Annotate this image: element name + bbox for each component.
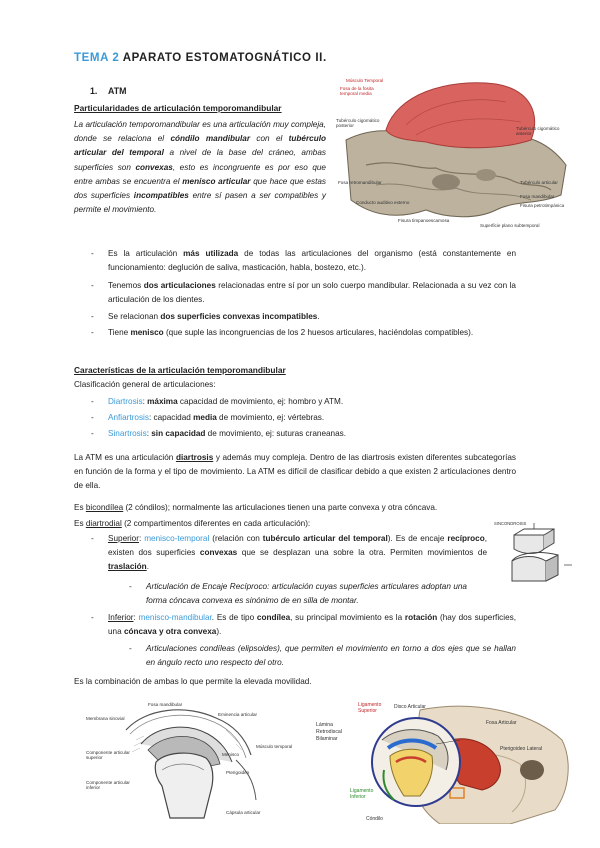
skull-illustration bbox=[300, 700, 572, 824]
list-item: - Tiene menisco (que suple las incongruencias de los 2 huesos articulares, haciéndolas compatibles). bbox=[91, 328, 474, 337]
text-segment: que se desplazan una sobre la otra. Permiten movimientos de bbox=[237, 548, 487, 558]
text-segment: Inferior bbox=[108, 613, 134, 622]
text-segment: (que suple las incongruencias de los 2 huesos articulares, haciéndolas compatibles). bbox=[163, 328, 474, 337]
text-segment: Se relacionan bbox=[108, 312, 161, 321]
skull-base-label: Tubérculo cigomático posterior bbox=[336, 118, 380, 128]
skull-base-label: Tubérculo cigomático anterior bbox=[516, 126, 560, 136]
saddle-joint-figure bbox=[494, 519, 572, 591]
text-segment: , su principal movimiento es la bbox=[290, 613, 405, 622]
text-segment: traslación bbox=[108, 562, 147, 572]
text-segment: que hace que estas dos superficies bbox=[74, 176, 326, 201]
text-segment: Superior bbox=[108, 534, 139, 543]
joint-label: Membrana sinovial bbox=[86, 716, 125, 721]
skull-base-figure bbox=[336, 70, 576, 240]
particularidades-heading: Particularidades de articulación temporomandibular bbox=[74, 103, 282, 113]
list-item: - Tenemos dos articulaciones relacionadas entre sí por un solo cuerpo mandibular. Relacionada a su vez con la articulación de los dientes. bbox=[91, 281, 516, 305]
text-segment: menisco articular bbox=[182, 176, 251, 186]
text-segment: máxima bbox=[147, 397, 178, 406]
skull-base-label: Fosa retromandibular bbox=[338, 180, 382, 185]
text-segment: de movimiento, ej: suturas craneanas. bbox=[205, 429, 347, 438]
skull-base-label: Fosa mandibular bbox=[520, 194, 555, 199]
list-item: - Anfiartrosis: capacidad media de movimiento, ej: vértebras. bbox=[91, 413, 325, 422]
atm-paragraph bbox=[74, 451, 516, 494]
superior-sub-text: Articulación de Encaje Recíproco: articulación cuyas superficies articulares adoptan una forma cóncava convexa es sinónimo de en silla de montar. bbox=[146, 582, 467, 606]
saddle-joint-diagram bbox=[494, 519, 572, 591]
text-segment: (2 compartimentos diferentes en cada articulación): bbox=[121, 519, 311, 528]
text-segment: Es bbox=[74, 519, 86, 528]
text-segment: : bbox=[133, 613, 139, 622]
text-segment: condílea bbox=[256, 613, 291, 622]
text-segment: (2 cóndilos); normalmente las articulaciones tienen una parte convexa y otra cóncava. bbox=[123, 503, 438, 512]
joint-label: Componente articular superior bbox=[86, 750, 130, 760]
list-item: - Superior: menisco-temporal (relación con tubérculo articular del temporal). Es de encaje recíproco, existen dos superficies convexas que se desplazan una sobre la otra. Permiten movimientos de traslación. bbox=[91, 534, 487, 572]
list-item: - Articulación de Encaje Recíproco: articulación cuyas superficies articulares adoptan una forma cóncava convexa es sinónimo de en silla de montar. bbox=[129, 580, 467, 610]
text-segment: menisco-mandibular bbox=[138, 613, 212, 622]
text-segment: : bbox=[146, 429, 152, 438]
text-segment: ). Es de encaje bbox=[387, 534, 448, 543]
text-segment: de todas las articulaciones del organismo (está constantemente en funcionamiento: deglución de saliva, masticación, habla, bostezo, etc.). bbox=[108, 249, 516, 273]
text-segment: Es la articulación bbox=[108, 249, 184, 258]
text-segment: media bbox=[193, 413, 217, 422]
text-segment: La articulación temporomandibular es una articulación muy compleja, donde se relaciona el bbox=[74, 120, 326, 144]
section-heading-atm bbox=[90, 86, 126, 96]
text-segment: . Es de tipo bbox=[211, 613, 257, 622]
skull-base-label: Fisura petrotimpánica bbox=[520, 203, 565, 208]
skull-base-label: Músculo Temporal bbox=[346, 78, 384, 83]
text-segment: incompatibles bbox=[133, 191, 189, 201]
skull-base-label: Fosa de la fosita temporal media bbox=[340, 86, 374, 96]
text-segment: diartrodial bbox=[85, 519, 122, 528]
text-segment: a nivel de la base del cráneo, ambas superficies son bbox=[74, 148, 326, 172]
text-segment: relacionadas entre sí por un solo cuerpo mandibular. Relacionada a su vez con la articulación de los dientes. bbox=[108, 281, 516, 305]
list-item: - Articulaciones condíleas (elipsoides), que permiten el movimiento en torno a dos ejes que se hallan en ángulo recto uno respecto del otro. bbox=[129, 642, 516, 672]
list-item: - Se relacionan dos superficies convexas incompatibles. bbox=[91, 312, 320, 321]
inferior-sub-text: Articulaciones condíleas (elipsoides), que permiten el movimiento en torno a dos ejes que se hallan en ángulo recto uno respecto del otro. bbox=[146, 644, 516, 668]
joint-label: Componente articular inferior bbox=[86, 780, 130, 790]
text-segment: : capacidad bbox=[148, 413, 194, 422]
text-segment: (hay dos superficies, una bbox=[108, 613, 516, 637]
text-segment: (relación con bbox=[209, 534, 263, 543]
list-item: - Diartrosis: máxima capacidad de movimiento, ej: hombro y ATM. bbox=[91, 397, 344, 406]
text-segment: tubérculo articular del temporal bbox=[262, 534, 388, 543]
section-number: 1. bbox=[90, 86, 98, 96]
text-segment: Sinartrosis bbox=[108, 429, 147, 438]
text-segment: diartrosis bbox=[175, 453, 214, 462]
joint-label: Menisco bbox=[222, 752, 240, 757]
text-segment: cóncava y otra convexa bbox=[123, 627, 217, 637]
title-rest: APARATO ESTOMATOGNÁTICO II. bbox=[119, 52, 327, 64]
joint-label: Eminencia articular bbox=[218, 712, 258, 717]
text-segment: : bbox=[138, 534, 145, 543]
text-segment: ). bbox=[216, 627, 222, 637]
list-item: - Es la articulación más utilizada de todas las articulaciones del organismo (está constantemente en funcionamiento: deglución de saliva, masticación, habla, bostezo, etc.). bbox=[91, 249, 516, 273]
skull-label: Cóndilo bbox=[366, 816, 383, 822]
saddle-label: SINCONDROSIS bbox=[494, 521, 527, 526]
intro-paragraph bbox=[74, 118, 326, 217]
text-segment: dos articulaciones bbox=[143, 281, 216, 290]
text-segment: menisco bbox=[130, 328, 164, 337]
skull-base-label: Tubérculo articular bbox=[520, 180, 558, 185]
diartrodial-line bbox=[74, 517, 527, 531]
text-segment: : bbox=[142, 397, 148, 406]
text-segment: cóndilo mandibular bbox=[170, 134, 251, 144]
joint-label: Músculo temporal bbox=[256, 744, 293, 749]
text-segment: bicondílea bbox=[85, 503, 124, 512]
page-title bbox=[74, 52, 327, 64]
joint-section-figure bbox=[86, 700, 296, 822]
list-item: - Inferior: menisco-mandibular. Es de tipo condílea, su principal movimiento es la rotación (hay dos superficies, una cóncava y otra convexa). bbox=[91, 613, 516, 637]
skull-label: Disco Articular bbox=[394, 704, 426, 710]
text-segment: La ATM es una articulación bbox=[74, 453, 176, 462]
skull-label: Ligamento Superior bbox=[358, 702, 382, 714]
skull-label: Ligamento Inferior bbox=[350, 788, 374, 800]
joint-label: Cápsula articular bbox=[226, 810, 261, 815]
text-segment: recíproco bbox=[447, 534, 485, 543]
skull-figure bbox=[300, 700, 572, 824]
text-segment: dos superficies convexas incompatibles bbox=[160, 312, 318, 321]
text-segment: . bbox=[146, 562, 149, 572]
text-segment: Anfiartrosis bbox=[108, 413, 149, 422]
text-segment: Diartrosis bbox=[108, 397, 143, 406]
text-segment: rotación bbox=[404, 613, 438, 622]
text-segment: Es bbox=[74, 503, 86, 512]
text-segment: convexas bbox=[199, 548, 238, 558]
section-label: ATM bbox=[108, 86, 127, 96]
text-segment: Tiene bbox=[108, 328, 131, 337]
title-prefix: TEMA 2 bbox=[74, 52, 120, 64]
text-segment: tubérculo articular del temporal bbox=[74, 134, 326, 158]
text-segment: sin capacidad bbox=[151, 429, 206, 438]
joint-label: Pterigoideo bbox=[226, 770, 250, 775]
skull-base-label: Superficie plano subtemporal bbox=[480, 223, 540, 228]
skull-label: Fosa Articular bbox=[486, 720, 517, 726]
text-segment: Tenemos bbox=[108, 281, 144, 290]
text-segment: y además muy compleja. Dentro de las diartrosis existen diferentes subcategorías en función de la forma y el tipo de movimiento. La ATM es difícil de clasificar debido a que existen 2 articulaciones dentro de ella. bbox=[74, 453, 516, 491]
bicondilea-line bbox=[74, 501, 524, 515]
closing-line: Es la combinación de ambas lo que permite la elevada movilidad. bbox=[74, 677, 312, 686]
text-segment: , existen dos superficies bbox=[108, 534, 487, 558]
text-segment: entre sí pasen a ser compatibles y permite el movimiento. bbox=[74, 191, 326, 215]
text-segment: de movimiento, ej: vértebras. bbox=[216, 413, 325, 422]
text-segment: . bbox=[317, 312, 320, 321]
list-item: - Sinartrosis: sin capacidad de movimiento, ej: suturas craneanas. bbox=[91, 429, 347, 438]
caracteristicas-heading: Características de la articulación temporomandibular bbox=[74, 365, 286, 375]
clasificacion-subheading: Clasificación general de articulaciones: bbox=[74, 380, 216, 389]
skull-label: Pterigoideo Lateral bbox=[500, 746, 542, 752]
skull-base-label: Fisura timpanoescamosa bbox=[398, 218, 450, 223]
text-segment: con el bbox=[250, 134, 289, 144]
skull-base-label: Conducto auditivo externo bbox=[356, 200, 410, 205]
skull-label: Lámina Retrodiscal Bilaminar bbox=[316, 722, 342, 742]
text-segment: , esto es incongruente es por eso que entre ambas se encuentra el bbox=[74, 162, 326, 186]
joint-label: Fosa mandibular bbox=[148, 702, 183, 707]
text-segment: capacidad de movimiento, ej: hombro y ATM. bbox=[177, 397, 344, 406]
text-segment: convexas bbox=[135, 162, 173, 172]
text-segment: menisco-temporal bbox=[144, 534, 210, 543]
text-segment: más utilizada bbox=[183, 249, 239, 258]
